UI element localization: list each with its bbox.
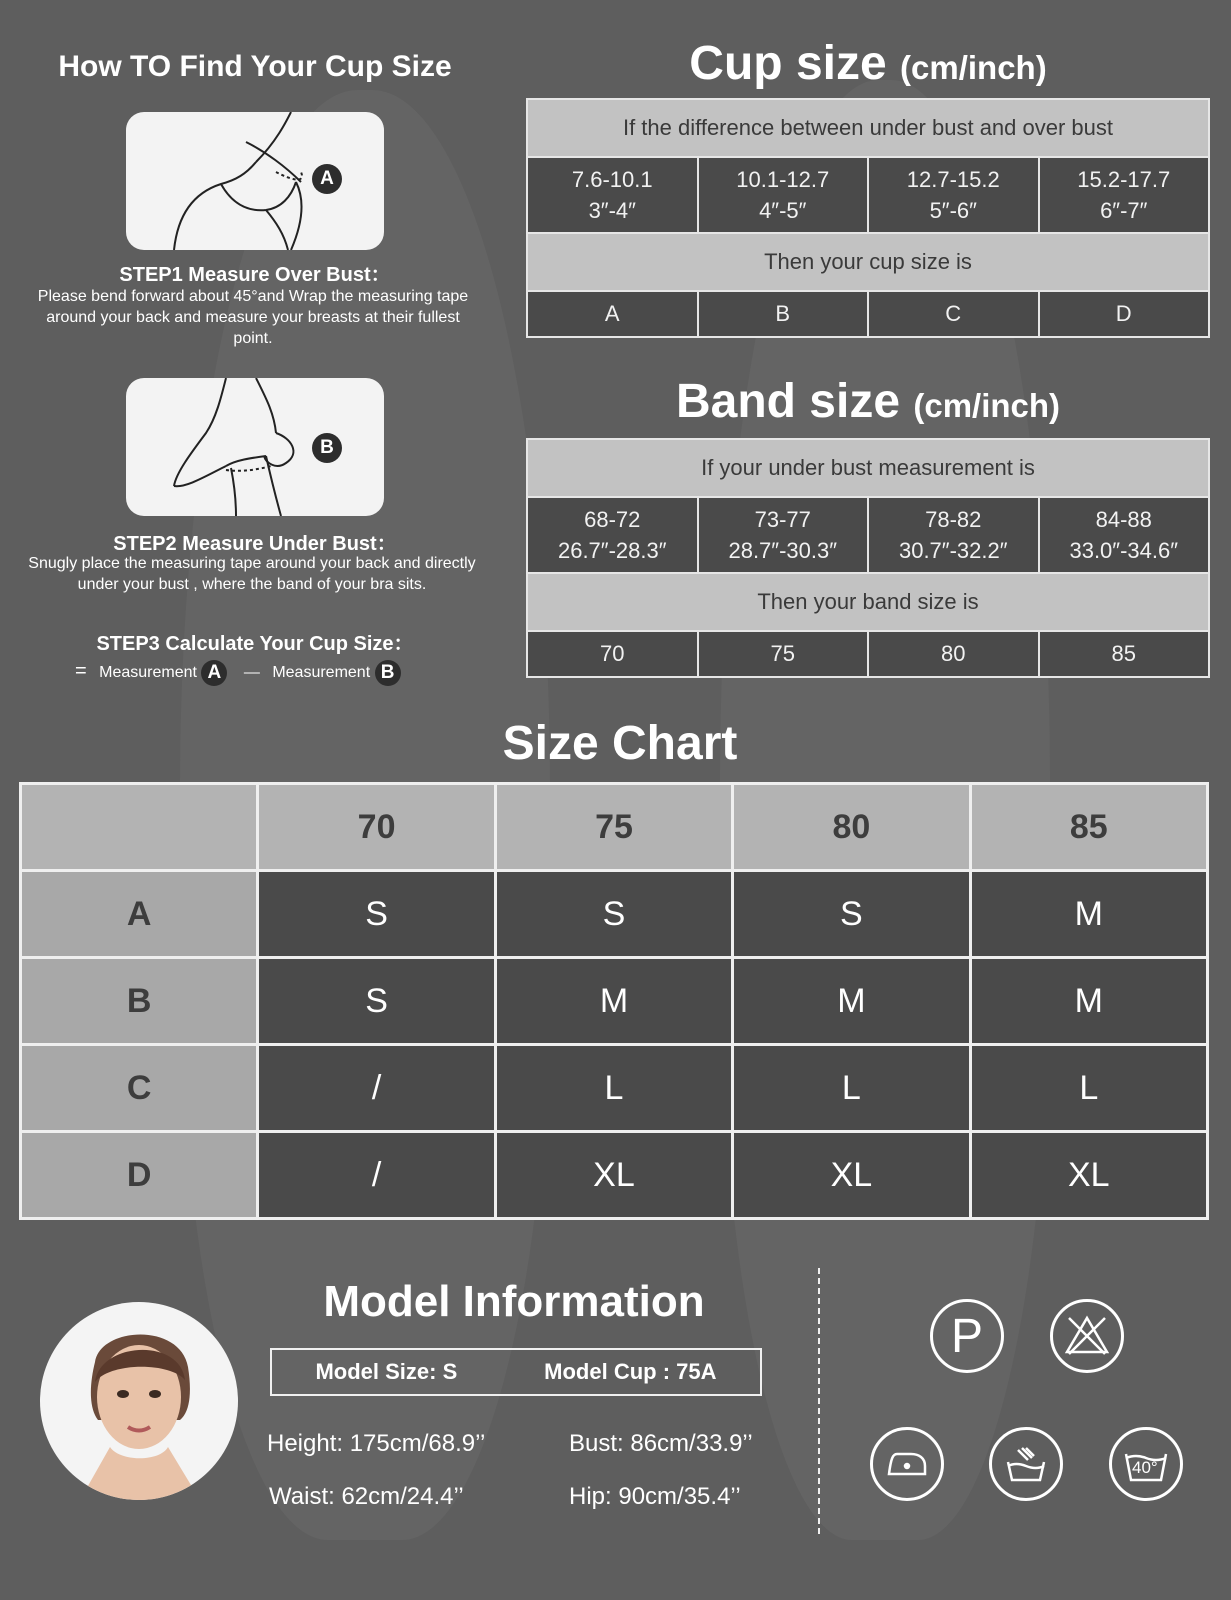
band-range-inch: 28.7″-30.3″ bbox=[728, 538, 838, 563]
size-cell: M bbox=[733, 958, 970, 1045]
model-info-title: Model Information bbox=[323, 1277, 705, 1326]
model-waist: Waist: 62cm/24.4’’ bbox=[269, 1483, 464, 1510]
cup-range-cell bbox=[698, 157, 869, 233]
cup-range-inch: 3″-4″ bbox=[588, 198, 636, 223]
cup-row-header: D bbox=[21, 1132, 258, 1219]
band-range-cell bbox=[1039, 497, 1210, 573]
model-height: Height: 175cm/68.9’’ bbox=[267, 1430, 486, 1457]
formula bbox=[75, 660, 475, 686]
band-range-inch: 26.7″-28.3″ bbox=[557, 538, 667, 563]
band-range-cell bbox=[527, 497, 698, 573]
model-bust: Bust: 86cm/33.9’’ bbox=[569, 1430, 753, 1457]
band-range-inch: 33.0″-34.6″ bbox=[1069, 538, 1179, 563]
do-not-bleach-icon bbox=[1050, 1299, 1124, 1373]
band-range-cell bbox=[698, 497, 869, 573]
band-column-header: 75 bbox=[495, 784, 732, 871]
band-range-cell bbox=[868, 497, 1039, 573]
cup-row-header: C bbox=[21, 1045, 258, 1132]
machine-wash-40-icon bbox=[1109, 1427, 1183, 1501]
cup-range-cell bbox=[868, 157, 1039, 233]
cup-size-unit: (cm/inch) bbox=[900, 49, 1047, 86]
model-size: Model Size: S bbox=[315, 1359, 458, 1384]
cup-size-table bbox=[526, 98, 1210, 338]
cup-size-title: Cup size bbox=[689, 37, 887, 90]
model-cup: Model Cup : 75A bbox=[544, 1359, 717, 1384]
cup-range-cm: 12.7-15.2 bbox=[906, 167, 1000, 192]
cup-table-header: If the difference between under bust and over bust bbox=[527, 99, 1209, 157]
step3-heading: STEP3 Calculate Your Cup Size： bbox=[96, 633, 414, 655]
band-range-cm: 73-77 bbox=[754, 507, 811, 532]
band-table-header: If your under bust measurement is bbox=[527, 439, 1209, 497]
size-cell: S bbox=[258, 871, 495, 958]
band-column-header: 85 bbox=[970, 784, 1207, 871]
band-size-heading bbox=[526, 374, 1210, 429]
band-range-cm: 68-72 bbox=[584, 507, 641, 532]
size-chart-table bbox=[19, 782, 1209, 1220]
band-size-title: Band size bbox=[675, 375, 901, 428]
size-cell: / bbox=[258, 1045, 495, 1132]
hand-wash-icon bbox=[989, 1427, 1063, 1501]
band-column-header: 80 bbox=[733, 784, 970, 871]
size-cell: S bbox=[258, 958, 495, 1045]
size-chart-corner bbox=[21, 784, 258, 871]
size-cell: S bbox=[495, 871, 732, 958]
size-cell: XL bbox=[733, 1132, 970, 1219]
formula-label-a: Measurement bbox=[99, 664, 197, 682]
section-divider bbox=[818, 1268, 820, 1534]
band-result-cell: 70 bbox=[527, 631, 698, 677]
formula-badge-a-icon: A bbox=[201, 660, 227, 686]
band-range-cm: 84-88 bbox=[1095, 507, 1152, 532]
formula-label-b: Measurement bbox=[272, 664, 371, 682]
step2-heading: STEP2 Measure Under Bust： bbox=[113, 533, 397, 555]
band-range-inch: 30.7″-32.2″ bbox=[898, 538, 1008, 563]
band-result-label: Then your band size is bbox=[527, 573, 1209, 631]
size-chart-row bbox=[21, 1045, 1208, 1132]
cup-range-inch: 5″-6″ bbox=[929, 198, 977, 223]
cup-result-cell: A bbox=[527, 291, 698, 337]
size-cell: L bbox=[495, 1045, 732, 1132]
minus-sign: — bbox=[243, 664, 260, 682]
cup-row-header: B bbox=[21, 958, 258, 1045]
cup-size-heading bbox=[526, 36, 1210, 91]
low-iron-icon bbox=[870, 1427, 944, 1501]
cup-range-cm: 10.1-12.7 bbox=[736, 167, 830, 192]
model-hip: Hip: 90cm/35.4’’ bbox=[569, 1483, 741, 1510]
dry-clean-letter: P bbox=[950, 1309, 983, 1363]
formula-badge-b-icon: B bbox=[375, 660, 401, 686]
size-cell: XL bbox=[495, 1132, 732, 1219]
cup-result-cell: D bbox=[1039, 291, 1210, 337]
size-chart-row bbox=[21, 871, 1208, 958]
cup-range-inch: 4″-5″ bbox=[759, 198, 807, 223]
equals-sign: = bbox=[75, 660, 87, 683]
size-cell: XL bbox=[970, 1132, 1207, 1219]
size-cell: / bbox=[258, 1132, 495, 1219]
step1-text: Please bend forward about 45°and Wrap the measuring tape around your back and measure your breasts at their fullest point. bbox=[37, 288, 469, 347]
size-cell: L bbox=[733, 1045, 970, 1132]
size-cell: S bbox=[733, 871, 970, 958]
dry-clean-p-icon bbox=[930, 1299, 1004, 1373]
badge-a-icon: A bbox=[312, 164, 342, 194]
size-chart-title: Size Chart bbox=[502, 717, 738, 770]
cup-range-cm: 15.2-17.7 bbox=[1077, 167, 1171, 192]
cup-range-inch: 6″-7″ bbox=[1100, 198, 1148, 223]
cup-result-label: Then your cup size is bbox=[527, 233, 1209, 291]
guide-title: How TO Find Your Cup Size bbox=[58, 50, 452, 83]
badge-b-icon: B bbox=[312, 433, 342, 463]
cup-range-cell bbox=[1039, 157, 1210, 233]
wash-temp: 40° bbox=[1132, 1458, 1158, 1477]
model-size-box bbox=[270, 1348, 762, 1396]
cup-row-header: A bbox=[21, 871, 258, 958]
cup-result-cell: B bbox=[698, 291, 869, 337]
size-cell: L bbox=[970, 1045, 1207, 1132]
band-column-header: 70 bbox=[258, 784, 495, 871]
band-range-cm: 78-82 bbox=[925, 507, 982, 532]
under-bust-illustration bbox=[126, 378, 384, 516]
size-cell: M bbox=[970, 958, 1207, 1045]
size-chart-row bbox=[21, 1132, 1208, 1219]
band-result-cell: 85 bbox=[1039, 631, 1210, 677]
cup-range-cell bbox=[527, 157, 698, 233]
cup-result-cell: C bbox=[868, 291, 1039, 337]
size-cell: M bbox=[495, 958, 732, 1045]
model-avatar bbox=[40, 1302, 238, 1500]
step1-heading: STEP1 Measure Over Bust： bbox=[119, 264, 391, 286]
band-result-cell: 80 bbox=[868, 631, 1039, 677]
band-result-cell: 75 bbox=[698, 631, 869, 677]
over-bust-illustration bbox=[126, 112, 384, 250]
band-size-table bbox=[526, 438, 1210, 678]
cup-range-cm: 7.6-10.1 bbox=[571, 167, 653, 192]
size-chart-row bbox=[21, 958, 1208, 1045]
size-cell: M bbox=[970, 871, 1207, 958]
band-size-unit: (cm/inch) bbox=[913, 387, 1061, 424]
step2-text: Snugly place the measuring tape around your back and directly under your bust , where the band of your bra sits. bbox=[28, 555, 476, 593]
